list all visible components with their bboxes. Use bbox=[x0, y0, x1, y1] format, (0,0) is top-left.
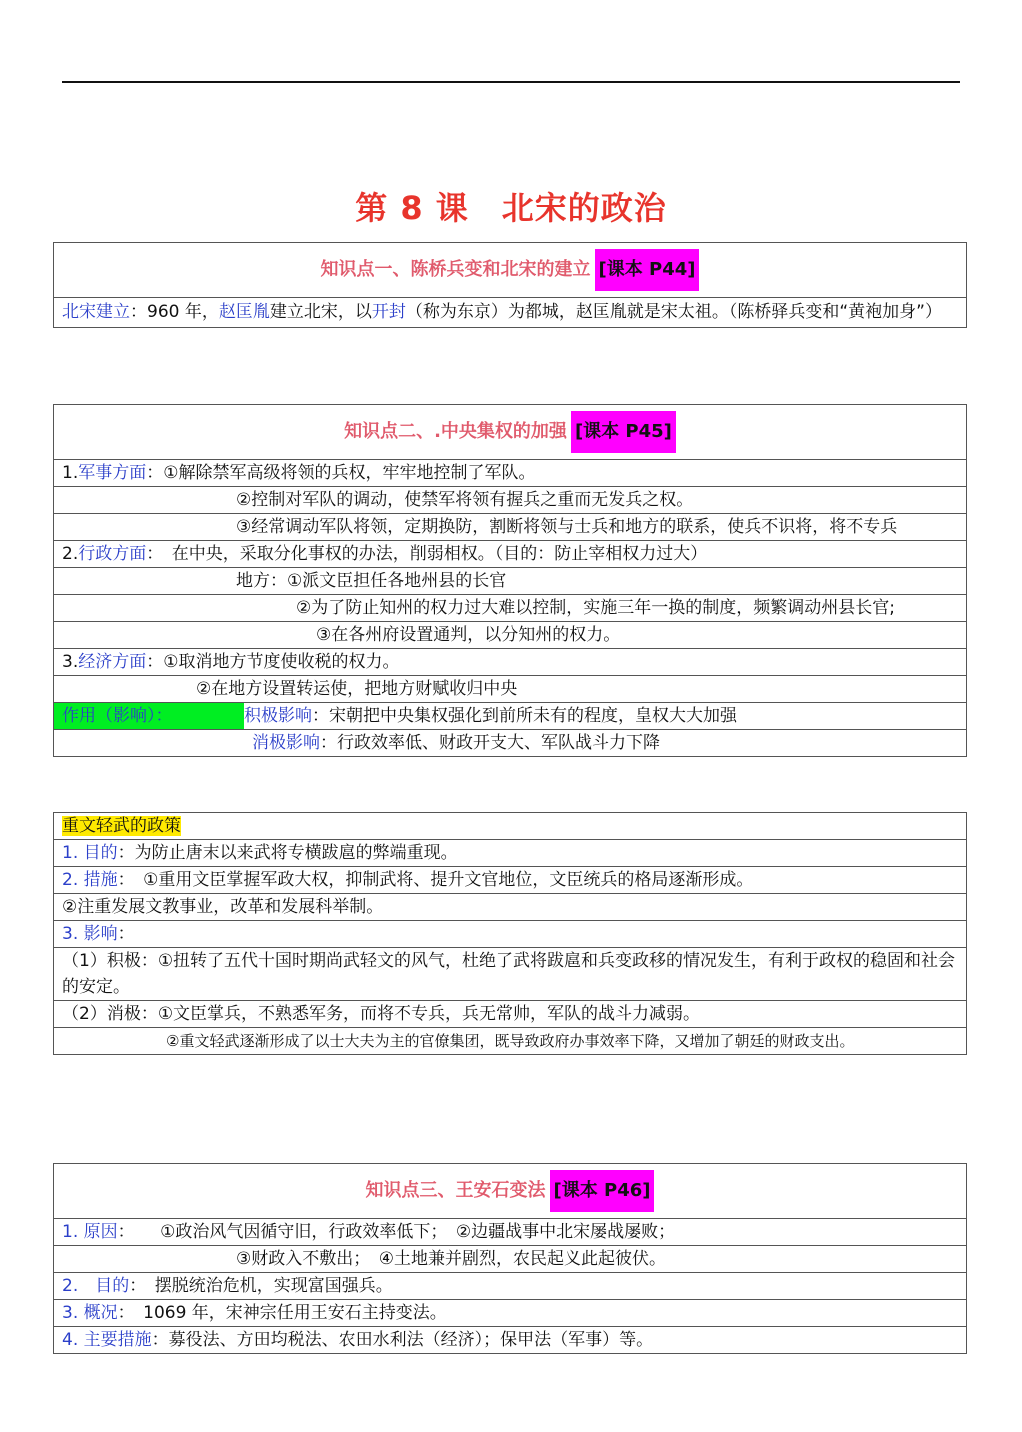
text: ：宋朝把中央集权强化到前所未有的程度，皇权大大加强 bbox=[312, 706, 737, 726]
keyword: 3. 概况 bbox=[62, 1303, 118, 1323]
content-row bbox=[54, 920, 966, 947]
content-row bbox=[54, 1299, 966, 1326]
item-number: 3. bbox=[62, 652, 79, 672]
section-centralization bbox=[53, 404, 967, 757]
text: ： bbox=[117, 924, 135, 944]
keyword: 赵匡胤 bbox=[218, 302, 270, 322]
textbook-page-badge: [课本 P46] bbox=[550, 1170, 655, 1212]
section-header-text: 知识点一、陈桥兵变和北宋的建立 bbox=[320, 259, 591, 280]
content-row bbox=[54, 839, 966, 866]
keyword: 开封 bbox=[371, 302, 406, 322]
keyword: 积极影响 bbox=[244, 706, 312, 726]
text: ： ①重用文臣掌握军政大权，抑制武将、提升文官地位，文臣统兵的格局逐渐形成。 bbox=[117, 870, 754, 890]
keyword: 1. 原因 bbox=[62, 1222, 118, 1242]
text: 建立北宋，以 bbox=[269, 302, 372, 322]
top-rule bbox=[62, 81, 960, 83]
keyword: 行政方面 bbox=[78, 544, 147, 564]
textbook-page-badge: [课本 P45] bbox=[571, 411, 676, 453]
effect-label: 作用（影响）： bbox=[54, 703, 244, 729]
keyword: 经济方面 bbox=[78, 652, 147, 672]
text: ：行政效率低、财政开支大、军队战斗力下降 bbox=[320, 733, 660, 753]
section-header bbox=[54, 243, 966, 297]
keyword: 1. 目的 bbox=[62, 843, 118, 863]
text: （称为东京）为都城，赵匡胤就是宋太祖。（陈桥驿兵变和“黄袍加身”） bbox=[405, 302, 942, 322]
content-row: （2）消极：①文臣掌兵，不熟悉军务，而将不专兵，兵无常帅，军队的战斗力减弱。 bbox=[54, 1000, 966, 1027]
content-row: ②为了防止知州的权力过大难以控制，实施三年一换的制度，频繁调动州县长官; bbox=[54, 594, 966, 621]
text: ： 在中央，采取分化事权的办法，削弱相权。（目的：防止宰相权力过大） bbox=[146, 544, 708, 564]
keyword: 2. 目的 bbox=[62, 1276, 130, 1296]
content-row bbox=[54, 1218, 966, 1245]
content-row bbox=[54, 702, 966, 729]
content-row bbox=[54, 1272, 966, 1299]
keyword: 北宋建立 bbox=[62, 302, 130, 322]
content-row: ③财政入不敷出； ④土地兼并剧烈，农民起义此起彼伏。 bbox=[54, 1245, 966, 1272]
section-header-text: 知识点二、.中央集权的加强 bbox=[344, 421, 567, 442]
keyword: 3. 影响 bbox=[62, 924, 118, 944]
section-civil-over-military bbox=[53, 812, 967, 1055]
keyword: 2. 措施 bbox=[62, 870, 118, 890]
content-row: ③经常调动军队将领，定期换防，割断将领与士兵和地方的联系，使兵不识将，将不专兵 bbox=[54, 513, 966, 540]
textbook-page-badge: [课本 P44] bbox=[595, 249, 700, 291]
keyword: 4. 主要措施 bbox=[62, 1330, 152, 1350]
text: ：960 年， bbox=[130, 302, 219, 322]
page-title: 第 8 课 北宋的政治 bbox=[355, 189, 667, 227]
section-header-text: 知识点三、王安石变法 bbox=[365, 1180, 546, 1201]
keyword: 消极影响 bbox=[252, 733, 320, 753]
content-row bbox=[54, 648, 966, 675]
keyword: 军事方面 bbox=[78, 463, 147, 483]
content-row bbox=[54, 729, 966, 756]
text: ： ①政治风气因循守旧，行政效率低下； ②边疆战事中北宋屡战屡败； bbox=[117, 1222, 676, 1242]
text: ：①取消地方节度使收税的权力。 bbox=[146, 652, 400, 672]
content-row: ②控制对军队的调动，使禁军将领有握兵之重而无发兵之权。 bbox=[54, 486, 966, 513]
content-row bbox=[54, 1326, 966, 1353]
text: ：为防止唐末以来武将专横跋扈的弊端重现。 bbox=[117, 843, 458, 863]
section-header bbox=[54, 813, 966, 839]
content-row: ②重文轻武逐渐形成了以士大夫为主的官僚集团，既导致政府办事效率下降，又增加了朝廷的财政支出。 bbox=[54, 1027, 966, 1054]
text: ： 1069 年，宋神宗任用王安石主持变法。 bbox=[117, 1303, 447, 1323]
content-row: ②注重发展文教事业，改革和发展科举制。 bbox=[54, 893, 966, 920]
item-number: 1. bbox=[62, 463, 79, 483]
section-header-text: 重文轻武的政策 bbox=[62, 816, 181, 836]
content-row bbox=[54, 297, 966, 327]
content-row bbox=[54, 540, 966, 567]
content-row: ③在各州府设置通判，以分知州的权力。 bbox=[54, 621, 966, 648]
section-header bbox=[54, 405, 966, 459]
item-number: 2. bbox=[62, 544, 79, 564]
content-row bbox=[54, 459, 966, 486]
section-header bbox=[54, 1164, 966, 1218]
text: ：募役法、方田均税法、农田水利法（经济）；保甲法（军事）等。 bbox=[151, 1330, 654, 1350]
section-founding bbox=[53, 242, 967, 328]
content-row bbox=[54, 866, 966, 893]
text: ：①解除禁军高级将领的兵权，牢牢地控制了军队。 bbox=[146, 463, 536, 483]
content-row: （1）积极：①扭转了五代十国时期尚武轻文的风气，杜绝了武将跋扈和兵变政移的情况发生，有利于政权的稳固和社会的安定。 bbox=[54, 947, 966, 1000]
text: ： 摆脱统治危机，实现富国强兵。 bbox=[129, 1276, 393, 1296]
content-row: 地方：①派文臣担任各地州县的长官 bbox=[54, 567, 966, 594]
section-wang-anshi-reform bbox=[53, 1163, 967, 1354]
content-row: ②在地方设置转运使，把地方财赋收归中央 bbox=[54, 675, 966, 702]
